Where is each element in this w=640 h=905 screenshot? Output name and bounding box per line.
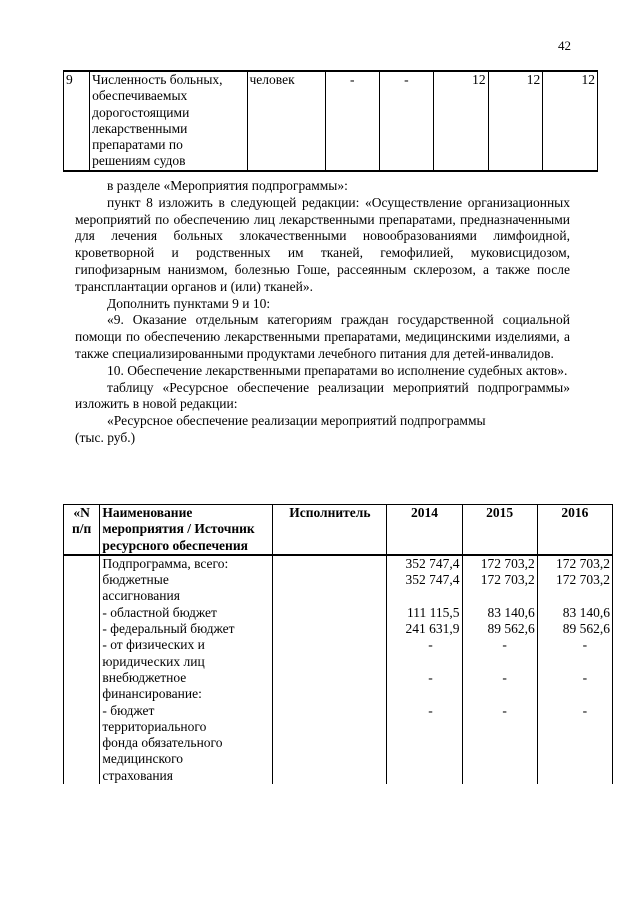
table-caption: «Ресурсное обеспечение реализации мероприятий подпрограммы (107, 413, 486, 429)
funding-source: - бюджет (102, 702, 155, 718)
paragraph: 10. Обеспечение лекарственными препаратами во исполнение судебных актов». (107, 362, 568, 378)
amount-2014 (389, 588, 459, 604)
funding-source: бюджетные (102, 572, 169, 588)
table-header-row (64, 505, 613, 555)
funding-source: - от физических и (102, 637, 205, 653)
resource-table (63, 504, 613, 784)
year-2016-values (537, 555, 612, 784)
indicators-table-continuation (63, 70, 598, 172)
amount-2014: - (428, 669, 433, 685)
header-executor: Исполнитель (273, 505, 387, 555)
amount-2016: 172 703,2 (556, 572, 610, 588)
row-number: 9 (64, 71, 90, 171)
amount-2016: 89 562,6 (562, 621, 610, 637)
amount-2014: 241 631,9 (405, 621, 460, 637)
amount-2015: 83 140,6 (487, 604, 535, 620)
amount-2016: 83 140,6 (562, 604, 610, 620)
amount-2016: - (582, 702, 588, 718)
funding-source: - областной бюджет (102, 604, 217, 620)
funding-source: - федеральный бюджет (102, 621, 235, 637)
table-row (64, 71, 598, 171)
amount-2016: - (582, 669, 588, 685)
header-year: 2015 (462, 505, 537, 555)
header-name: Наименование мероприятия / Источник ресурсного обеспечения (100, 505, 273, 555)
funding-source: внебюджетное (102, 669, 187, 685)
funding-source: Подпрограмма, всего: (102, 555, 229, 571)
amount-2014: 111 115,5 (407, 604, 460, 620)
indicator-name-line: лекарственными (92, 120, 188, 136)
funding-source: территориального (102, 718, 207, 734)
funding-source: фонда обязательного (102, 735, 223, 751)
indicator-unit: человек (247, 71, 325, 171)
funding-source: ассигнования (102, 588, 180, 604)
indicator-name-line: дорогостоящими (92, 104, 190, 120)
executor-cell (273, 555, 387, 784)
amount-2016: - (582, 637, 588, 653)
indicator-value: - (379, 71, 433, 171)
amount-2015 (465, 686, 535, 702)
year-2014-values (387, 555, 462, 784)
funding-source: финансирование: (102, 686, 202, 702)
amount-2015: 172 703,2 (480, 572, 535, 588)
paragraph: пункт 8 изложить в следующей редакции: «Осуществление организационных мероприятий по обеспечению лиц лекарственными препаратами, предназначенными для лечения больных злокачественными новообразованиями лимфоидной, кроветворной и родственных им тканей, гемофилией, муковисцидозом, гипофизарным нанизмом, болезнью Гоше, рассеянным склерозом, а также после трансплантации органов и (или) тканей». (75, 194, 570, 294)
amount-2014 (389, 654, 459, 670)
indicator-value: - (325, 71, 379, 171)
header-year: 2016 (537, 505, 612, 555)
indicator-value: 12 (433, 71, 488, 171)
indicator-value: 12 (543, 71, 598, 171)
funding-source: юридических лиц (102, 653, 205, 669)
header-number: «N п/п (64, 505, 100, 555)
table-row (64, 555, 613, 784)
paragraph: «9. Оказание отдельным категориям граждан государственной социальной помощи по обеспечению лекарственными препаратами, медицинскими изделиями, а также специализированными продуктами лечебного питания для детей-инвалидов. (75, 312, 570, 361)
amount-2015 (465, 654, 535, 670)
amount-2015: - (502, 637, 507, 653)
paragraph: таблицу «Ресурсное обеспечение реализации мероприятий подпрограммы» изложить в новой редакции: (75, 379, 570, 412)
year-2015-values (462, 555, 537, 784)
amount-2016 (540, 588, 610, 604)
indicator-name-line: препаратами по (92, 137, 183, 153)
indicator-name (90, 71, 247, 171)
amendment-text (75, 178, 570, 447)
amount-2014: 352 747,4 (405, 572, 460, 588)
indicator-name-line: решениям судов (92, 153, 186, 169)
indicator-name-line: обеспечиваемых (92, 88, 188, 104)
amount-2015: - (502, 669, 507, 685)
amount-2015: 172 703,2 (480, 555, 535, 571)
units-note: (тыс. руб.) (75, 429, 136, 445)
row-number (64, 555, 100, 784)
funding-source: медицинского (102, 751, 184, 767)
amount-2016 (540, 654, 610, 670)
amount-2015: - (502, 702, 507, 718)
page-number: 42 (558, 38, 571, 53)
amount-2015: 89 562,6 (487, 621, 535, 637)
funding-source: страхования (102, 767, 173, 783)
amount-2014 (389, 686, 459, 702)
paragraph: Дополнить пунктами 9 и 10: (107, 295, 271, 311)
indicator-value: 12 (488, 71, 543, 171)
header-year: 2014 (387, 505, 462, 555)
amount-2014: 352 747,4 (405, 555, 460, 571)
funding-source-list (100, 555, 273, 784)
indicator-name-line: Численность больных, (92, 72, 223, 87)
amount-2015 (465, 588, 535, 604)
amount-2016: 172 703,2 (556, 555, 610, 571)
amount-2014: - (428, 702, 433, 718)
paragraph: в разделе «Мероприятия подпрограммы»: (107, 178, 348, 193)
amount-2014: - (428, 637, 433, 653)
amount-2016 (540, 686, 610, 702)
